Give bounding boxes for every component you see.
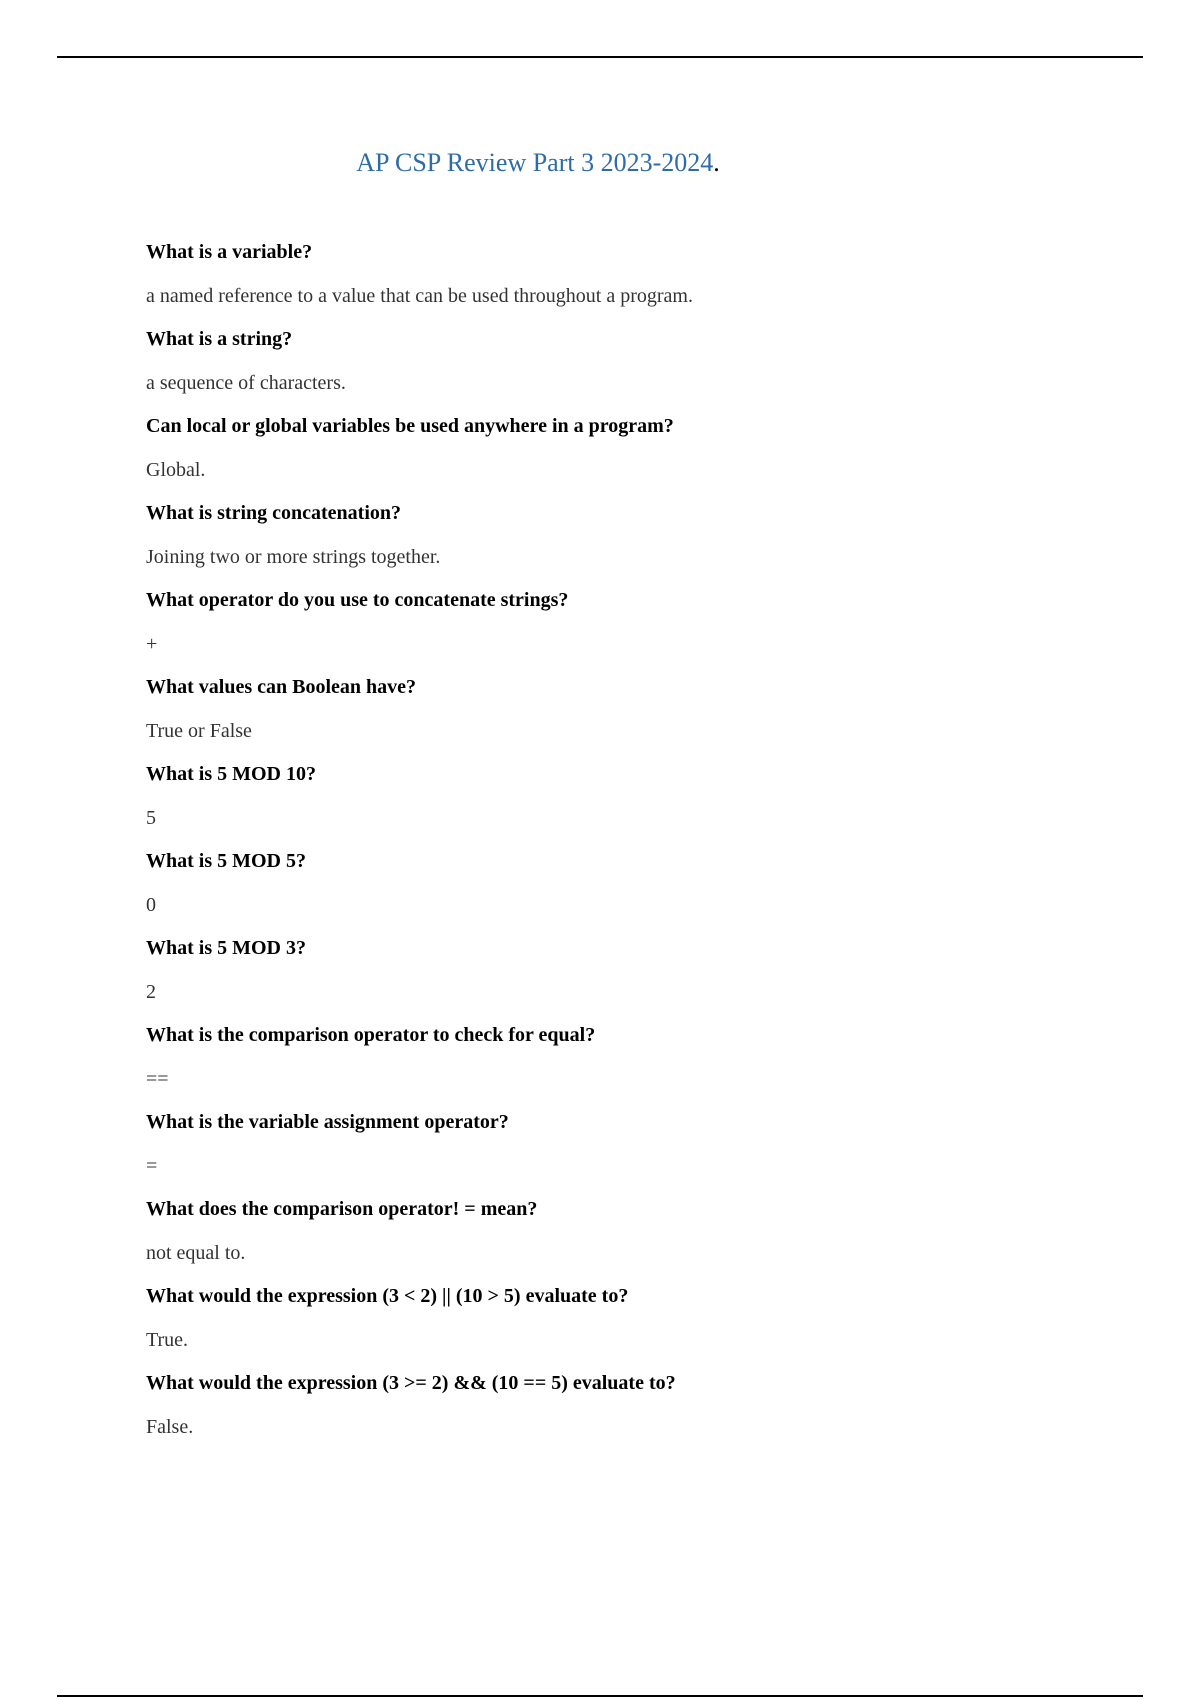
answer-text: a named reference to a value that can be used throughout a program.	[146, 285, 693, 307]
answer-text: 0	[146, 894, 156, 916]
question-text: What would the expression (3 >= 2) && (10 == 5) evaluate to?	[146, 1372, 676, 1394]
answer-text: True.	[146, 1329, 189, 1351]
question-text: What is the variable assignment operator?	[146, 1111, 509, 1133]
answer-text: True or False	[146, 720, 252, 742]
answer-text: not equal to.	[146, 1242, 246, 1264]
question-text: What does the comparison operator! = mean?	[146, 1198, 538, 1220]
answer-text: Global.	[146, 459, 206, 481]
question-text: What would the expression (3 < 2) || (10 > 5) evaluate to?	[146, 1285, 629, 1307]
qa-item	[146, 1369, 1126, 1456]
qa-item	[146, 1108, 1126, 1195]
answer-text: ==	[146, 1068, 169, 1090]
answer-text: Joining two or more strings together.	[146, 546, 441, 568]
answer-text: 5	[146, 807, 156, 829]
document-title	[0, 145, 1076, 181]
qa-item	[146, 1195, 1126, 1282]
question-text: What is a variable?	[146, 241, 313, 263]
qa-item	[146, 586, 1126, 673]
question-text: What is 5 MOD 3?	[146, 937, 306, 959]
question-text: What is the comparison operator to check for equal?	[146, 1024, 596, 1046]
answer-text: 2	[146, 981, 156, 1003]
qa-item	[146, 760, 1126, 847]
document-title-suffix: .	[713, 148, 720, 177]
answer-text: +	[146, 633, 158, 655]
header-rule	[57, 56, 1143, 58]
answer-text: a sequence of characters.	[146, 372, 346, 394]
answer-text: False.	[146, 1416, 194, 1438]
qa-item	[146, 1021, 1126, 1108]
question-text: What values can Boolean have?	[146, 676, 417, 698]
question-text: What is 5 MOD 5?	[146, 850, 306, 872]
question-text: What is string concatenation?	[146, 502, 401, 524]
question-text: What is 5 MOD 10?	[146, 763, 316, 785]
qa-item	[146, 934, 1126, 1021]
qa-item	[146, 499, 1126, 586]
question-text: What operator do you use to concatenate strings?	[146, 589, 569, 611]
question-text: What is a string?	[146, 328, 293, 350]
qa-item	[146, 1282, 1126, 1369]
qa-item	[146, 238, 1126, 325]
question-text: Can local or global variables be used anywhere in a program?	[146, 415, 674, 437]
qa-item	[146, 847, 1126, 934]
qa-item	[146, 673, 1126, 760]
footer-rule	[57, 1695, 1143, 1697]
qa-list	[146, 238, 1126, 1456]
qa-item	[146, 412, 1126, 499]
qa-item	[146, 325, 1126, 412]
document-title-text: AP CSP Review Part 3 2023-2024	[356, 148, 714, 177]
answer-text: =	[146, 1155, 158, 1177]
